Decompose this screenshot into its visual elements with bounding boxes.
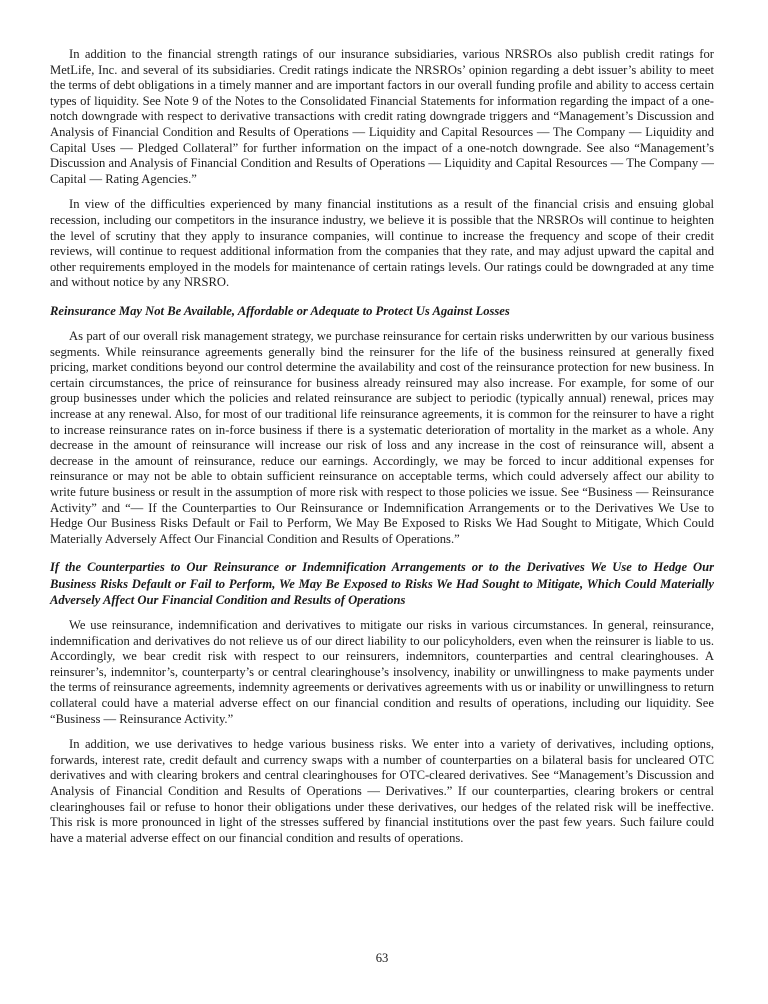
heading-reinsurance-availability: Reinsurance May Not Be Available, Affordable or Adequate to Protect Us Against Losses	[50, 303, 510, 318]
paragraph-credit-risk-counterparties: We use reinsurance, indemnification and derivatives to mitigate our risks in various circumstances. In general, reinsurance, indemnification and derivatives do not relieve us of our direct liability to our policyholders, even when the reinsurer is liable to us. Accordingly, we bear credit risk with respect to our reinsurers, indemnitors, counterparties and central clearinghouses. A reinsurer’s, indemnitor’s, counterparty’s or central clearinghouse’s insolvency, inability or unwillingness to make payments under the terms of reinsurance agreements, indemnity agreements or derivatives agreements with us or inability or unwillingness to return collateral could have a material adverse effect on our financial condition and results of operations, including our liquidity. See “Business — Reinsurance Activity.”	[50, 618, 714, 726]
paragraph-derivatives-hedging: In addition, we use derivatives to hedge various business risks. We enter into a variety of derivatives, including options, forwards, interest rate, credit default and currency swaps with a number of counterparties on a bilateral basis for uncleared OTC derivatives and with clearing brokers and central clearinghouses for OTC-cleared derivatives. See “Management’s Discussion and Analysis of Financial Condition and Results of Operations — Derivatives.” If our counterparties, clearing brokers or central clearinghouses fail or refuse to honor their obligations under these derivatives, our hedges of the related risk will be ineffective. This risk is more pronounced in light of the stresses suffered by financial institutions over the past few years. Such failure could have a material adverse effect on our financial condition and results of operations.	[50, 737, 714, 845]
paragraph-nrsro-scrutiny: In view of the difficulties experienced by many financial institutions as a result of the financial crisis and ensuing global recession, including our competitors in the insurance industry, we believe it is possible that the NRSROs will continue to heighten the level of scrutiny that they apply to insurance companies, will continue to increase the frequency and scope of their credit reviews, will continue to request additional information from the companies that they rate, and may adjust upward the capital and other requirements employed in the models for maintenance of certain ratings levels. Our ratings could be downgraded at any time and without notice by any NRSRO.	[50, 197, 714, 290]
paragraph-credit-ratings: In addition to the financial strength ratings of our insurance subsidiaries, various NRSROs also publish credit ratings for MetLife, Inc. and several of its subsidiaries. Credit ratings indicate the NRSROs’ opinion regarding a debt issuer’s ability to meet the terms of debt obligations in a timely manner and are important factors in our overall funding profile and ability to access certain types of liquidity. See Note 9 of the Notes to the Consolidated Financial Statements for information regarding the impact of a one-notch downgrade with respect to derivative transactions with credit rating downgrade triggers and “Management’s Discussion and Analysis of Financial Condition and Results of Operations — Liquidity and Capital Resources — The Company — Liquidity and Capital Uses — Pledged Collateral” for further information on the impact of a one-notch downgrade. See also “Management’s Discussion and Analysis of Financial Condition and Results of Operations — Liquidity and Capital Resources — The Company — Capital — Rating Agencies.”	[50, 47, 714, 186]
paragraph-reinsurance-strategy: As part of our overall risk management strategy, we purchase reinsurance for certain risks underwritten by our various business segments. While reinsurance agreements generally bind the reinsurer for the life of the business reinsured at generally fixed pricing, market conditions beyond our control determine the availability and cost of the reinsurance protection for new business. In certain circumstances, the price of reinsurance for business already reinsured may also increase. For example, for some of our group businesses under which the policies and related reinsurance are subject to periodic (typically annual) renewal, prices may increase at any renewal. Also, for most of our traditional life reinsurance agreements, it is common for the reinsurer to have a right to increase reinsurance rates on in-force business if there is a systematic deterioration of mortality in the market as a whole. Any decrease in the amount of reinsurance will increase our risk of loss and any increase in the cost of reinsurance will, absent a decrease in the amount of reinsurance, reduce our earnings. Accordingly, we may be forced to incur additional expenses for reinsurance or may not be able to obtain sufficient reinsurance on acceptable terms, which could adversely affect our ability to write future business or result in the assumption of more risk with respect to those policies we issue. See “Business — Reinsurance Activity” and “— If the Counterparties to Our Reinsurance or Indemnification Arrangements or to the Derivatives We Use to Hedge Our Business Risks Default or Fail to Perform, We May Be Exposed to Risks We Had Sought to Mitigate, Which Could Materially Adversely Affect Our Financial Condition and Results of Operations.”	[50, 329, 714, 546]
page-number: 63	[375, 951, 389, 965]
page-content	[50, 47, 714, 856]
heading-counterparty-default-risk: If the Counterparties to Our Reinsurance or Indemnification Arrangements or to the Derivatives We Use to Hedge Our Business Risks Default or Fail to Perform, We May Be Exposed to Risks We Had Sought to Mitigate, Which Could Materially Adversely Affect Our Financial Condition and Results of Operations	[50, 560, 714, 607]
